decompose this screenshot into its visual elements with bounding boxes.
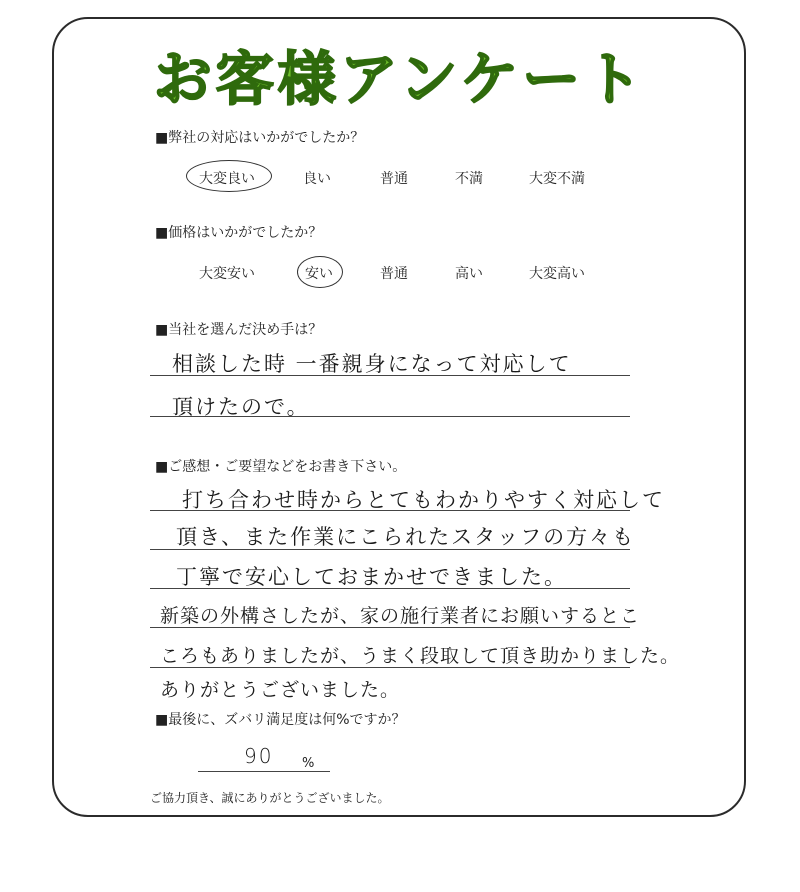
question-satisfaction: ■最後に、ズバリ満足度は何%ですか？ [155, 712, 406, 728]
answer-rule [150, 588, 630, 589]
handwritten-feedback-line: 新築の外構さしたが、家の施行業者にお願いするとこ [160, 605, 641, 627]
question-service: ■弊社の対応はいかがでしたか？ [155, 130, 365, 146]
option-service-very-dissatisfied[interactable]: 大変不満 [529, 171, 585, 187]
option-service-dissatisfied[interactable]: 不満 [455, 171, 483, 187]
option-price-very-expensive[interactable]: 大変高い [529, 266, 585, 282]
option-price-cheap[interactable]: 安い [305, 266, 333, 282]
question-reason: ■当社を選んだ決め手は？ [155, 322, 323, 338]
question-price: ■価格はいかがでしたか？ [155, 225, 323, 241]
answer-rule [150, 549, 630, 550]
option-price-normal[interactable]: 普通 [380, 266, 408, 282]
option-service-normal[interactable]: 普通 [380, 171, 408, 187]
answer-rule [150, 416, 630, 417]
handwritten-feedback-line: ありがとうございました。 [160, 679, 401, 701]
answer-rule [150, 667, 630, 668]
option-service-good[interactable]: 良い [303, 171, 331, 187]
satisfaction-rule [198, 771, 330, 772]
handwritten-feedback-line: ころもありましたが、うまく段取して頂き助かりました。 [160, 645, 681, 667]
selected-circle-service [186, 160, 272, 192]
handwritten-reason-line: 頂けたので。 [172, 395, 310, 419]
thank-you-note: ご協力頂き、誠にありがとうございました。 [150, 791, 390, 805]
percent-sign: % [302, 756, 315, 771]
handwritten-feedback-line: 頂き、また作業にこられたスタッフの方々も [176, 525, 636, 549]
answer-rule [150, 375, 630, 376]
option-price-very-cheap[interactable]: 大変安い [199, 266, 255, 282]
handwritten-feedback-line: 打ち合わせ時からとてもわかりやすく対応して [182, 488, 665, 512]
handwritten-feedback-line: 丁寧で安心しておまかせできました。 [176, 565, 567, 589]
question-feedback: ■ご感想・ご要望などをお書き下さい。 [155, 459, 407, 475]
handwritten-reason-line: 相談した時 一番親身になって対応して [172, 352, 572, 376]
answer-rule [150, 627, 630, 628]
option-price-expensive[interactable]: 高い [455, 266, 483, 282]
answer-rule [150, 510, 630, 511]
survey-title: お客様アンケート [153, 45, 647, 113]
selected-circle-price [297, 256, 343, 288]
satisfaction-value: 90 [244, 744, 274, 768]
option-service-very-good[interactable]: 大変良い [199, 171, 255, 187]
